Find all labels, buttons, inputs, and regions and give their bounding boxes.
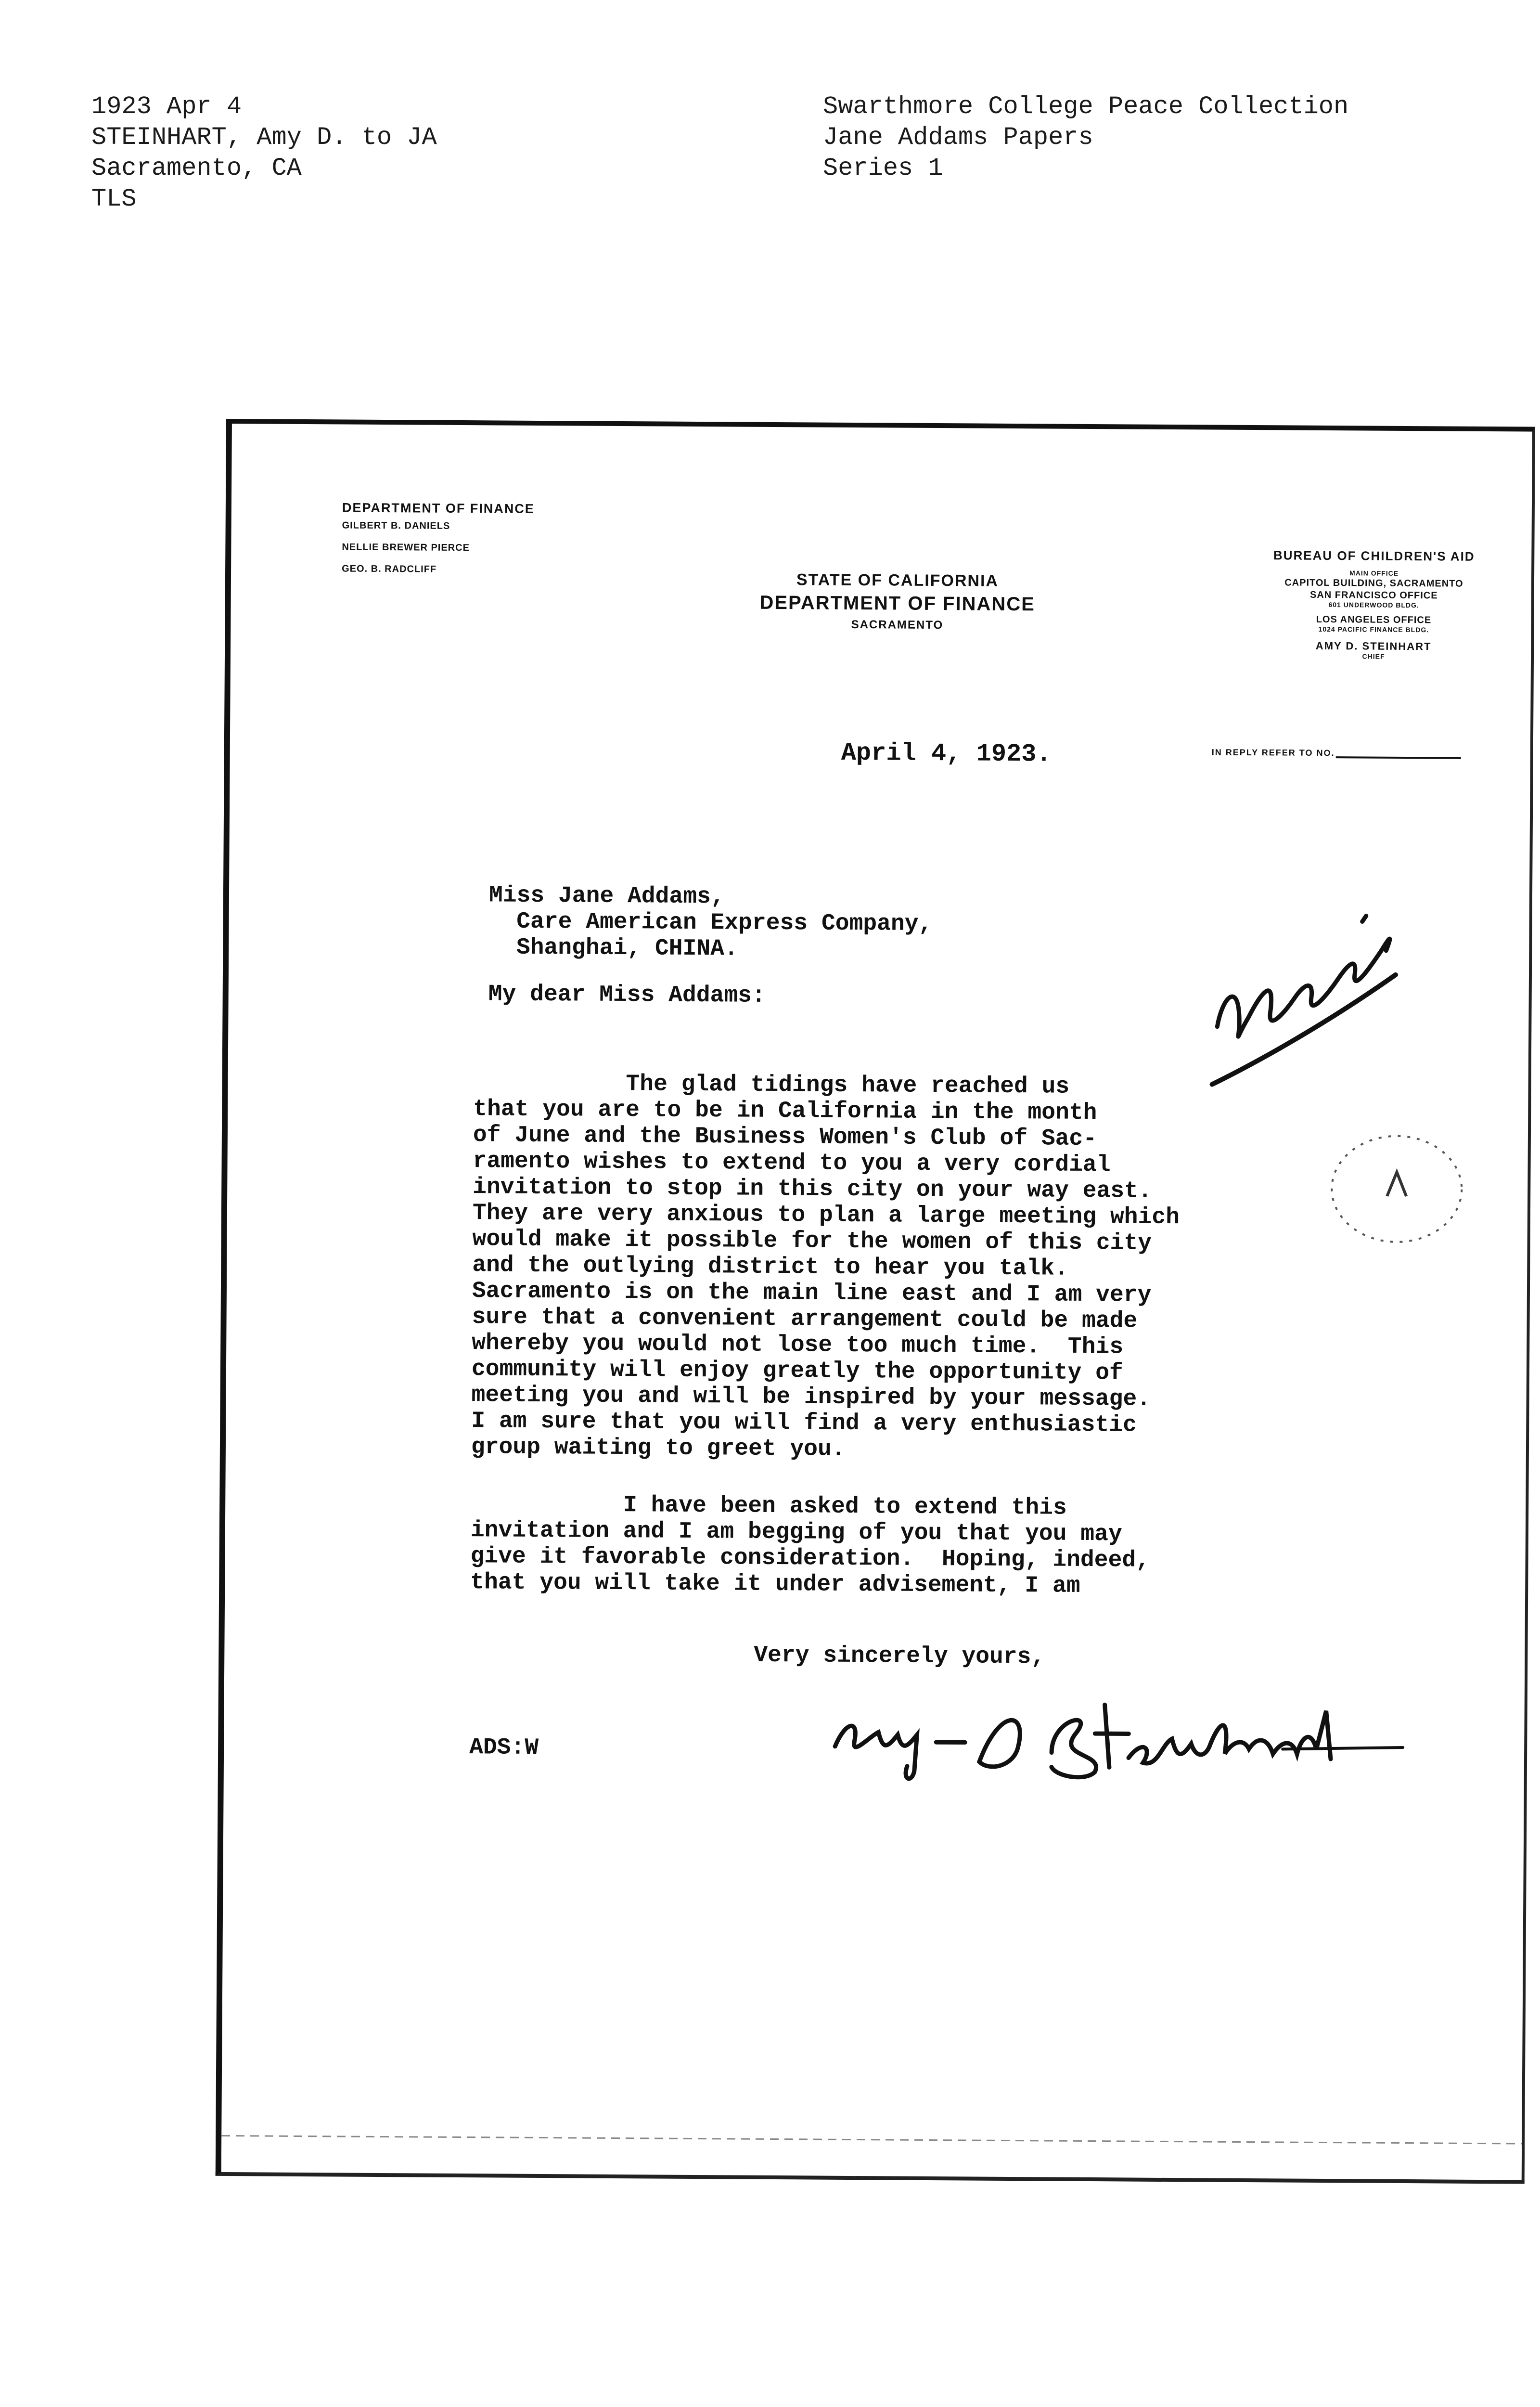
body-paragraph-2: I have been asked to extend this invitation and I am begging of you that you may give it favorable consideration. Hoping, indeed, that you will take it under advisement, I am — [470, 1491, 1150, 1599]
faint-stamp — [1324, 1128, 1470, 1250]
letterhead-person-1-role — [349, 531, 535, 538]
form-code — [342, 470, 535, 479]
letterhead-bureau: BUREAU OF CHILDREN'S AID — [1273, 548, 1475, 564]
letterhead-person-3-role — [348, 575, 534, 582]
la-office-label: LOS ANGELES OFFICE — [1316, 614, 1432, 626]
sf-office-address: 601 UNDERWOOD BLDG. — [1328, 600, 1419, 609]
letterhead-state: STATE OF CALIFORNIA — [796, 570, 999, 590]
catalog-form: TLS — [91, 185, 137, 213]
recipient-address: Miss Jane Addams, Care American Express Company, Shanghai, CHINA. — [488, 882, 933, 962]
letterhead-right — [1260, 548, 1487, 661]
reply-reference-label: IN REPLY REFER TO NO. — [1211, 747, 1335, 758]
letterhead-person-3: GEO. B. RADCLIFF — [342, 563, 437, 575]
letterhead-person-1: GILBERT B. DANIELS — [342, 520, 450, 531]
reply-reference — [1212, 748, 1461, 759]
main-office-label: MAIN OFFICE — [1349, 569, 1399, 577]
salutation: My dear Miss Addams: — [488, 981, 766, 1009]
letter-sheet — [216, 419, 1535, 2184]
letterhead-left — [342, 470, 535, 586]
la-office-address: 1024 PACIFIC FINANCE BLDG. — [1318, 625, 1429, 634]
main-office-address: CAPITOL BUILDING, SACRAMENTO — [1284, 577, 1463, 589]
letterhead-city: SACRAMENTO — [851, 618, 944, 632]
catalog-date: 1923 Apr 4 — [91, 92, 242, 121]
catalog-place: Sacramento, CA — [91, 154, 302, 182]
letterhead-person-2: NELLIE BREWER PIERCE — [342, 542, 470, 554]
acknowledged-handwriting — [1202, 901, 1415, 1105]
collection-papers: Jane Addams Papers — [823, 123, 1093, 152]
letterhead-dept: DEPARTMENT OF FINANCE — [759, 592, 1035, 615]
letterhead-center — [729, 570, 1066, 633]
complimentary-close: Very sincerely yours, — [754, 1642, 1045, 1670]
body-paragraph-1: The glad tidings have reached us that you are to be in California in the month of June and the Business Women's Club of Sac- ramento wishes to extend to you a very cordial invitation to stop in this city on your way east. They are very anxious to plan a large meeting which would make it possible for the women of this city and the outlying district to hear you talk. Sacramento is on the main line east and I am very sure that a convenient arrangement could be made whereby you would not lose too much time. This community will enjoy greatly the opportunity of meeting you and will be inspired by your message. I am sure that you will find a very enthusiastic group waiting to greet you. — [471, 1070, 1180, 1462]
letterhead-person-2-role — [348, 553, 534, 560]
collection-name: Swarthmore College Peace Collection — [823, 92, 1349, 121]
signature — [825, 1689, 1418, 1789]
catalog-info — [91, 91, 437, 215]
reply-reference-line — [1335, 756, 1461, 759]
catalog-title: STEINHART, Amy D. to JA — [91, 123, 437, 152]
collection-info — [823, 91, 1348, 184]
sf-office-label: SAN FRANCISCO OFFICE — [1309, 589, 1438, 601]
typist-initials: ADS:W — [469, 1734, 539, 1761]
letter-date: April 4, 1923. — [841, 738, 1052, 769]
chief-title: CHIEF — [1362, 652, 1385, 660]
collection-series: Series 1 — [823, 154, 943, 182]
chief-name: AMY D. STEINHART — [1315, 639, 1432, 653]
letterhead-left-dept: DEPARTMENT OF FINANCE — [342, 500, 535, 516]
fold-line — [221, 2135, 1522, 2145]
